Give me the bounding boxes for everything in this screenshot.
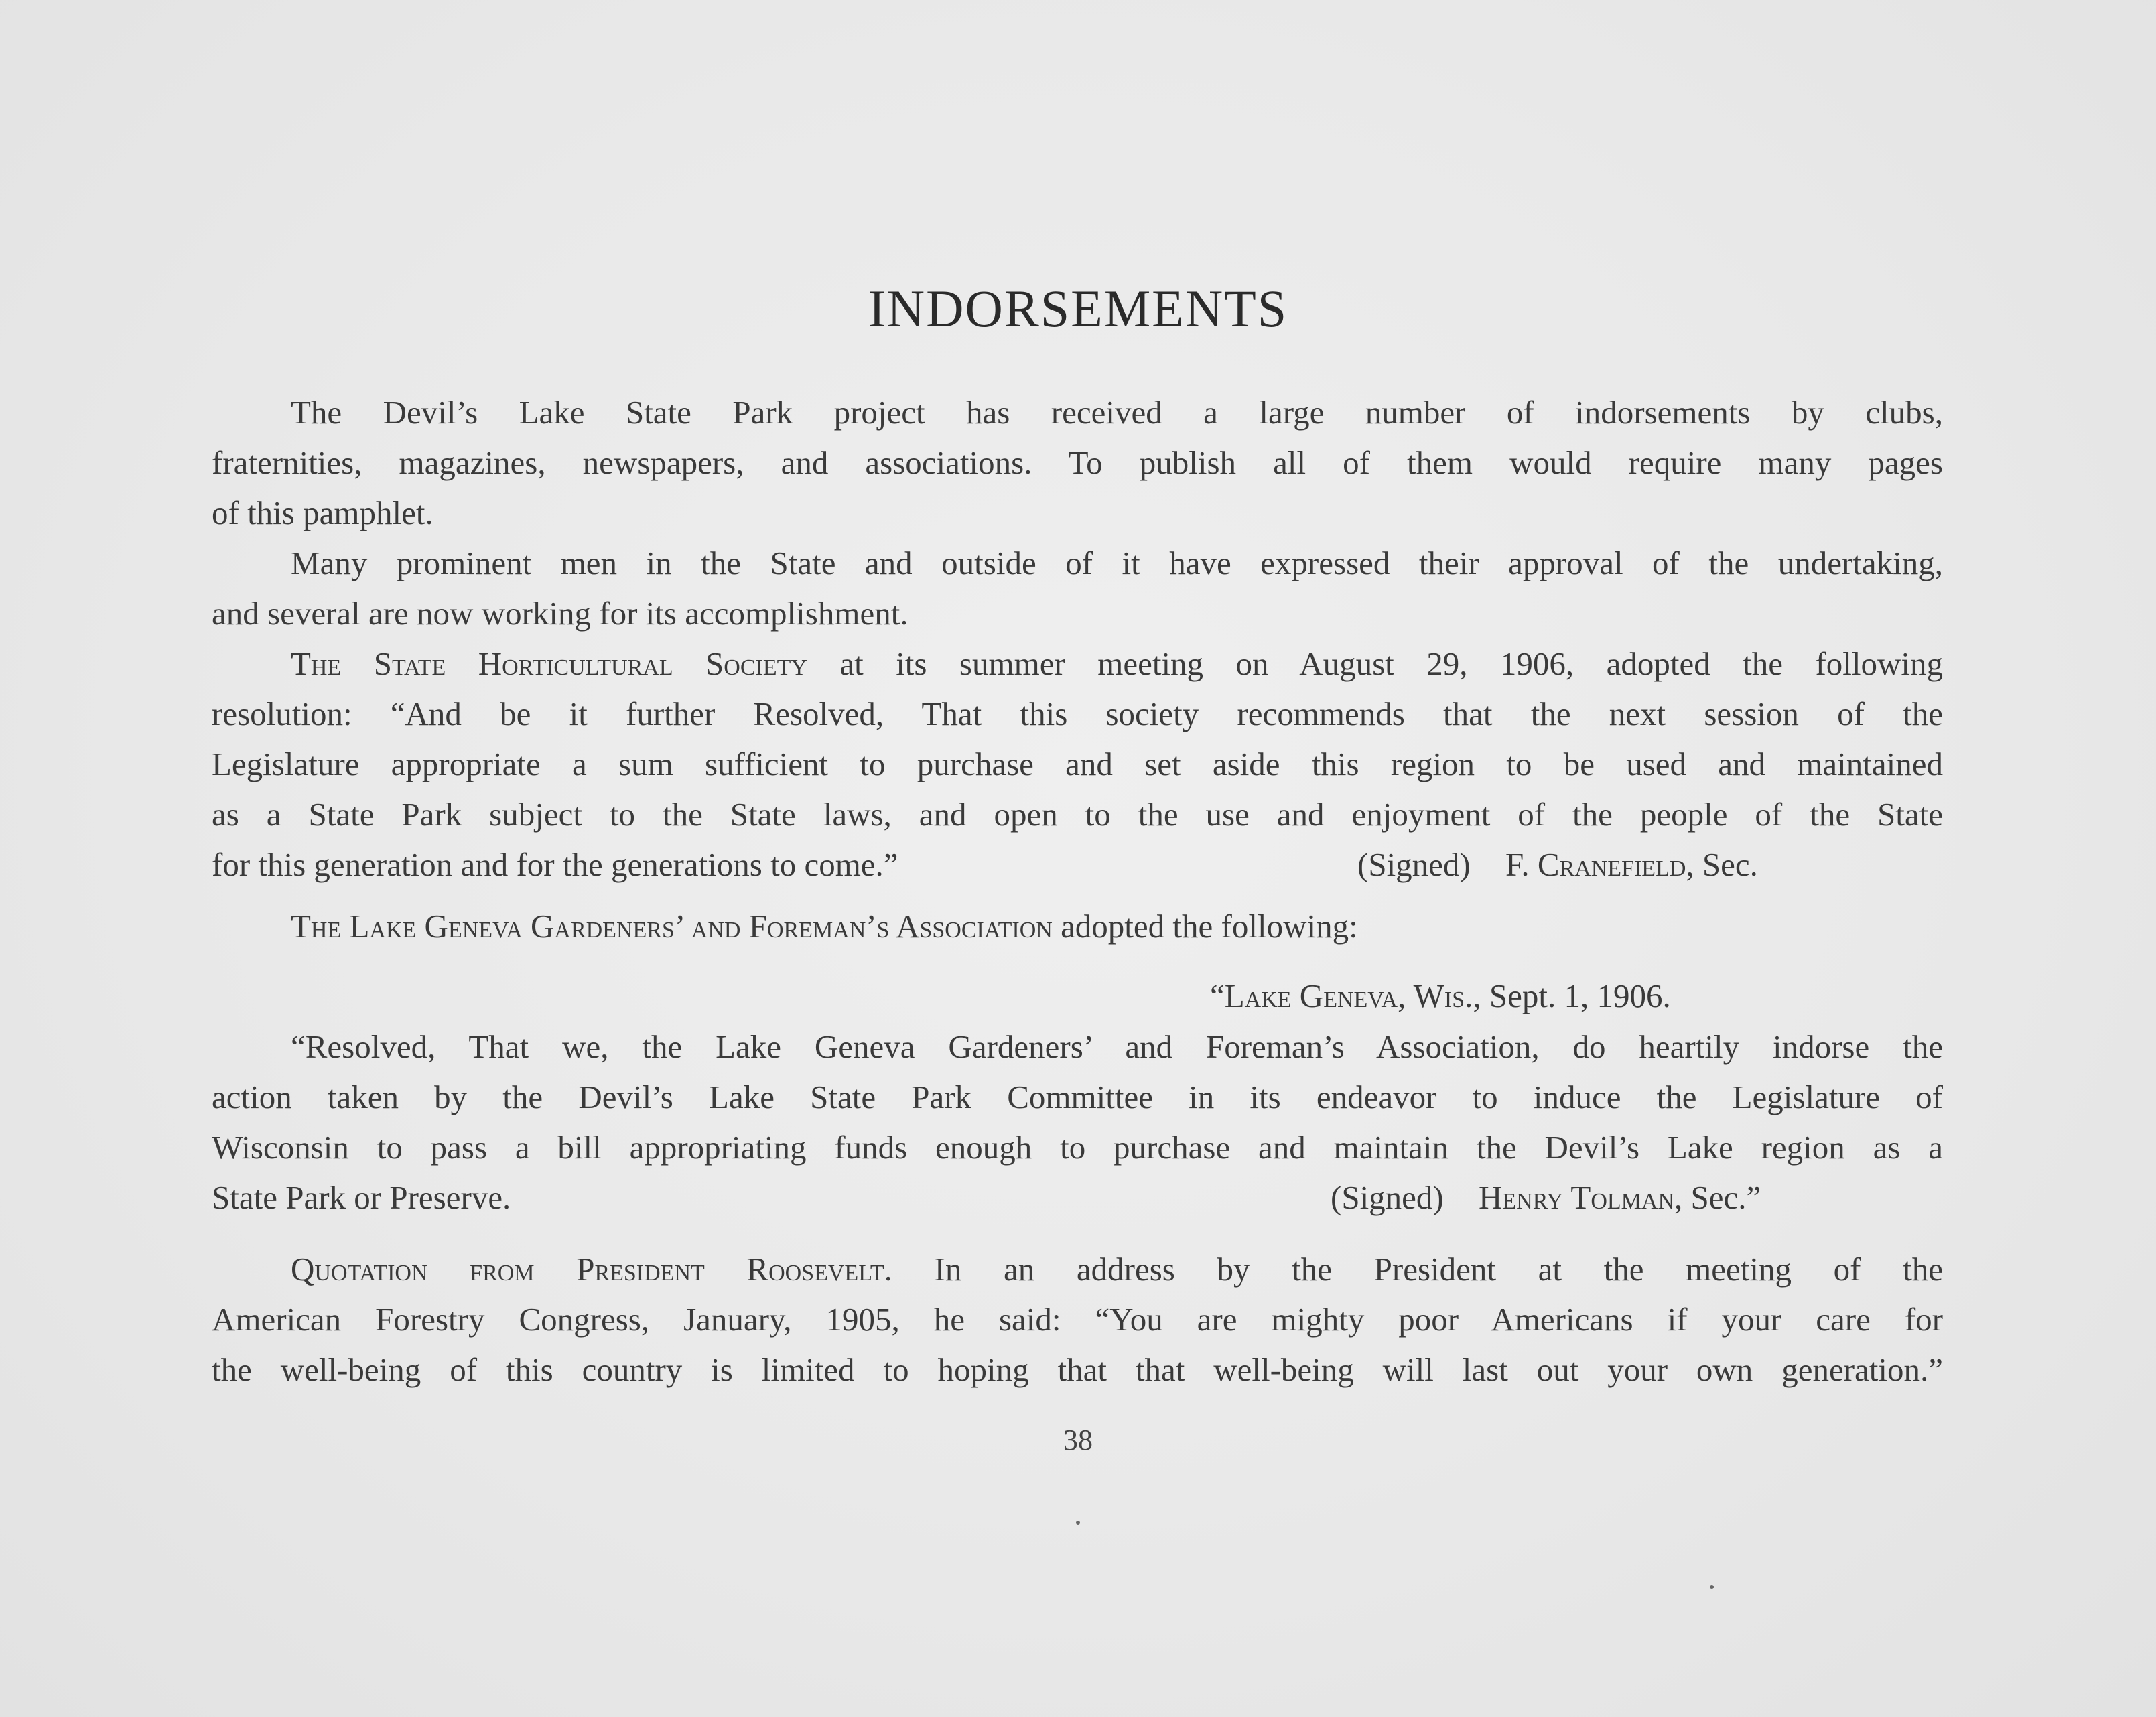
text-line: and several are now working for its accomplishment. <box>212 595 908 632</box>
text-line: resolution: “And be it further Resolved, That this society recommends that the next session of the <box>212 695 1943 732</box>
text-line: fraternities, magazines, newspapers, and associations. To publish all of them would require many pages <box>212 444 1943 481</box>
paragraph-lake-geneva-association <box>212 901 1943 951</box>
dateline: “Lake Geneva, Wis., Sept. 1, 1906. <box>1210 977 1671 1014</box>
signed-label: (Signed) <box>1331 1179 1444 1216</box>
signature-cranefield: (Signed) F. Cranefield, Sec. <box>1357 846 1758 883</box>
text-line: Many prominent men in the State and outside of it have expressed their approval of the undertaking, <box>291 545 1943 581</box>
paragraph-intro <box>212 387 1943 538</box>
dateline-date: , Sept. 1, 1906. <box>1473 977 1671 1014</box>
quotation-heading: Quotation from President Roosevelt. <box>291 1251 892 1288</box>
text-line: “Resolved, That we, the Lake Geneva Gardeners’ and Foreman’s Association, do heartily indorse the <box>291 1028 1943 1065</box>
text-line: at its summer meeting on August 29, 1906, adopted the following <box>807 645 1943 682</box>
text-line: American Forestry Congress, January, 1905, he said: “You are mighty poor Americans if your care for <box>212 1301 1943 1338</box>
paragraph-roosevelt-quotation <box>212 1244 1943 1395</box>
signer-name: Cranefield <box>1537 846 1686 883</box>
paragraph-prominent-men <box>212 538 1943 638</box>
dateline-place: Lake Geneva, Wis. <box>1224 977 1473 1014</box>
text-line: In an address by the President at the meeting of the <box>892 1251 1943 1288</box>
text-line: for this generation and for the generations to come.” <box>212 846 898 883</box>
society-name: The State Horticultural Society <box>291 645 807 682</box>
text-line: the well-being of this country is limited to hoping that that well-being will last out your own generation.” <box>212 1351 1943 1388</box>
paper-speck <box>1710 1585 1714 1589</box>
text-line: action taken by the Devil’s Lake State Park Committee in its endeavor to induce the Legislature of <box>212 1079 1943 1115</box>
text-line: Legislature appropriate a sum sufficient to purchase and set aside this region to be used and maintained <box>212 746 1943 782</box>
text-line: State Park or Preserve. <box>212 1179 511 1216</box>
page-title: INDORSEMENTS <box>868 279 1288 338</box>
association-name: The Lake Geneva Gardeners’ and Foreman’s Association <box>291 908 1053 945</box>
signer-name: Henry Tolman <box>1479 1179 1675 1216</box>
text-line: The Devil’s Lake State Park project has received a large number of indorsements by clubs, <box>291 394 1943 431</box>
text-line: Wisconsin to pass a bill appropriating funds enough to purchase and maintain the Devil’s Lake region as a <box>212 1129 1943 1166</box>
signature-tolman: (Signed) Henry Tolman, Sec.” <box>1331 1179 1761 1216</box>
signed-label: (Signed) <box>1357 846 1471 883</box>
text-line: as a State Park subject to the State laws, and open to the use and enjoyment of the people of the State <box>212 796 1943 833</box>
text-line: of this pamphlet. <box>212 494 433 531</box>
text-line: adopted the following: <box>1052 908 1358 945</box>
page-number: 38 <box>1063 1424 1093 1456</box>
paper-speck <box>1076 1521 1080 1525</box>
